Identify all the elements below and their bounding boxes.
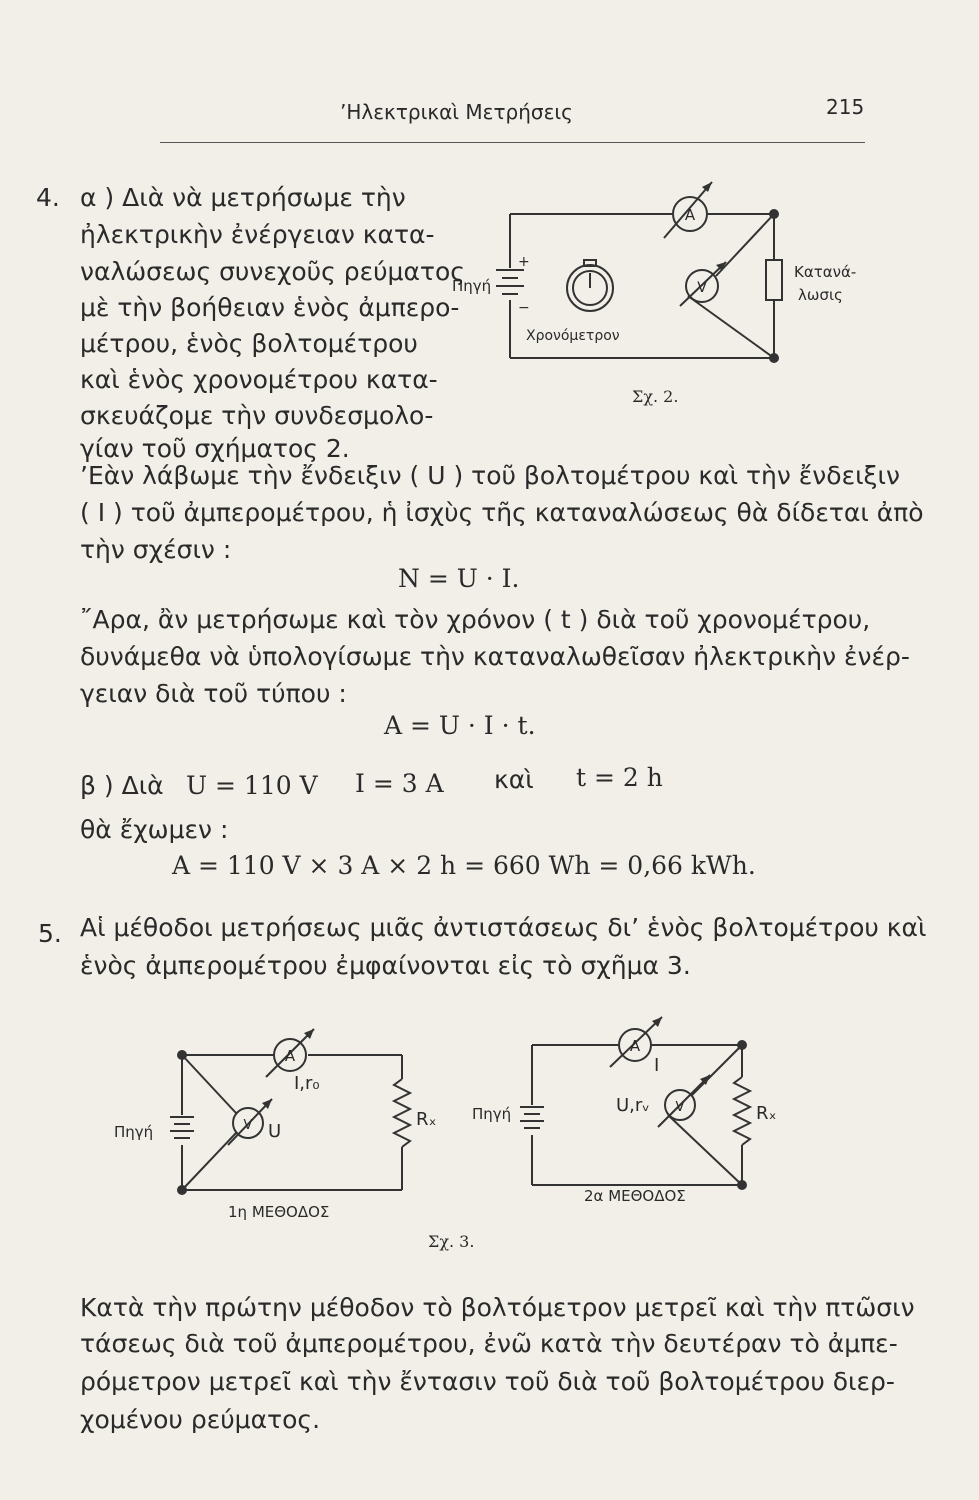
minus-sign: − — [518, 300, 530, 316]
echomen-line: θὰ ἔχωμεν : — [80, 815, 229, 844]
plus-sign: + — [518, 254, 530, 270]
source-label: Πηγή — [452, 277, 492, 295]
method-2-title: 2α ΜΕΘΟΔΟΣ — [584, 1187, 686, 1205]
junction-dot — [737, 1040, 747, 1050]
part-b-and: καὶ — [494, 765, 534, 794]
wire — [692, 1045, 742, 1095]
item-4-line: μέτρου, ἑνὸς βολτομέτρου — [80, 329, 418, 358]
closing-line: ρόμετρον μετρεῖ καὶ τὴν ἔντασιν τοῦ διὰ τοῦ βολτομέτρου διερ- — [80, 1367, 895, 1396]
part-b-voltage: U = 110 V — [186, 771, 318, 800]
item-4-line: μὲ τὴν βοήθειαν ἑνὸς ἀμπερο- — [80, 293, 460, 322]
voltage-label: U,rᵥ — [616, 1095, 650, 1116]
item-4-line: ναλώσεως συνεχοῦς ρεύματος — [80, 257, 465, 286]
current-label: I,r₀ — [294, 1073, 320, 1094]
resistor-rx-1 — [394, 1079, 410, 1147]
wire — [688, 296, 774, 358]
source-label: Πηγή — [472, 1105, 512, 1123]
wire — [182, 1133, 236, 1190]
item-4-line: γίαν τοῦ σχήματος 2. — [80, 434, 350, 463]
header-rule — [160, 142, 865, 143]
voltmeter-label: V — [697, 280, 707, 296]
wire — [182, 1055, 236, 1113]
figure-2-circuit — [440, 170, 880, 415]
item-5-number: 5. — [38, 919, 62, 948]
figure-3-caption: Σχ. 3. — [428, 1232, 475, 1251]
wire — [668, 1115, 742, 1185]
junction-dot — [769, 209, 779, 219]
chronometer-crown — [584, 260, 596, 266]
item-4-line: σκευάζομε τὴν συνδεσμολο- — [80, 401, 434, 430]
item-5-line: ἑνὸς ἀμπερομέτρου ἐμφαίνονται εἰς τὸ σχῆμα 3. — [80, 951, 691, 980]
running-header: ’Ηλεκτρικαὶ Μετρήσεις — [340, 100, 573, 124]
formula-power: N = U · I. — [398, 564, 520, 593]
ammeter-label: A — [284, 1047, 296, 1065]
method-1-title: 1η ΜΕΘΟΔΟΣ — [228, 1203, 330, 1221]
voltmeter-label: V — [675, 1100, 685, 1115]
ammeter-label: A — [629, 1037, 641, 1055]
item-4-line: ἠλεκτρικὴν ἐνέργειαν κατα- — [80, 220, 435, 249]
junction-dot — [177, 1185, 187, 1195]
voltmeter-label: V — [243, 1118, 253, 1133]
paragraph-line: ’Εὰν λάβωμε τὴν ἔνδειξιν ( U ) τοῦ βολτομέτρου καὶ τὴν ἔνδειξιν — [80, 461, 900, 490]
part-b-current: I = 3 A — [355, 769, 444, 798]
item-5-line: Αἱ μέθοδοι μετρήσεως μιᾶς ἀντιστάσεως δι’ ἑνὸς βολτομέτρου καὶ — [80, 913, 927, 942]
item-4-number: 4. — [36, 183, 60, 212]
item-4-line: καὶ ἑνὸς χρονομέτρου κατα- — [80, 365, 438, 394]
resistor-label: Rₓ — [416, 1109, 437, 1130]
paragraph-line: ( I ) τοῦ ἀμπερομέτρου, ἡ ἰσχὺς τῆς καταναλώσεως θὰ δίδεται ἀπὸ — [80, 498, 924, 527]
resistor-label: Rₓ — [756, 1103, 777, 1124]
figure-3-circuits — [110, 1005, 870, 1265]
load-label: λωσις — [798, 286, 843, 304]
formula-energy: A = U · I · t. — [384, 711, 536, 740]
voltage-label: U — [268, 1121, 282, 1142]
closing-line: χομένου ρεύματος. — [80, 1405, 321, 1434]
paragraph-line: ῎Αρα, ἂν μετρήσωμε καὶ τὸν χρόνον ( t ) διὰ τοῦ χρονομέτρου, — [80, 605, 871, 634]
paragraph-line: γειαν διὰ τοῦ τύπου : — [80, 679, 347, 708]
figure-2-caption: Σχ. 2. — [632, 387, 679, 406]
page-number: 215 — [826, 95, 865, 119]
ammeter-label: A — [684, 206, 696, 224]
paragraph-line: δυνάμεθα νὰ ὑπολογίσωμε τὴν καταναλωθεῖσαν ἠλεκτρικὴν ἐνέρ- — [80, 642, 910, 671]
junction-dot — [737, 1180, 747, 1190]
junction-dot — [769, 353, 779, 363]
load-label: Κατανά- — [794, 263, 857, 281]
formula-result: A = 110 V × 3 A × 2 h = 660 Wh = 0,66 kWh. — [172, 851, 756, 880]
chronometer-label: Χρονόμετρον — [526, 328, 620, 344]
part-b-time: t = 2 h — [576, 763, 663, 792]
closing-line: Κατὰ τὴν πρώτην μέθοδον τὸ βολτόμετρον μετρεῖ καὶ τὴν πτῶσιν — [80, 1293, 915, 1322]
load-resistor — [766, 260, 782, 300]
junction-dot — [177, 1050, 187, 1060]
item-4-line: α ) Διὰ νὰ μετρήσωμε τὴν — [80, 183, 406, 212]
closing-line: τάσεως διὰ τοῦ ἀμπερομέτρου, ἐνῶ κατὰ τὴν δευτέραν τὸ ἀμπε- — [80, 1329, 898, 1358]
source-label: Πηγή — [114, 1123, 154, 1141]
part-b-label: β ) Διὰ — [80, 771, 164, 800]
current-label: I — [654, 1055, 660, 1076]
resistor-rx-2 — [734, 1077, 750, 1145]
paragraph-line: τὴν σχέσιν : — [80, 535, 232, 564]
